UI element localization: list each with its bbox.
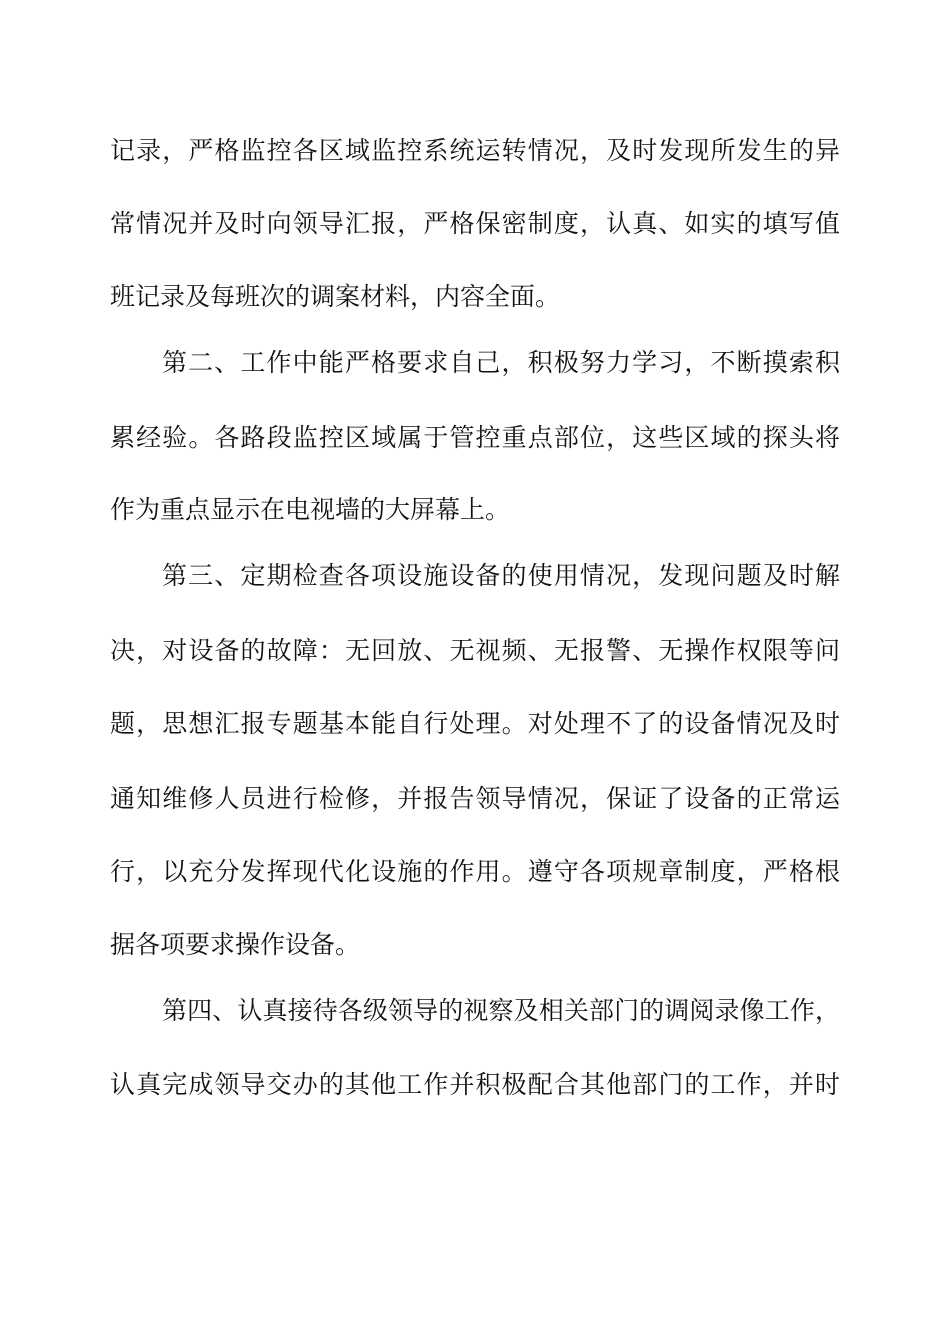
text-line: 行，以充分发挥现代化设施的作用。遵守各项规章制度，严格根 (110, 857, 840, 886)
text-line: 常情况并及时向领导汇报，严格保密制度，认真、如实的填写值 (110, 209, 840, 238)
paragraph-start-line: 第四、认真接待各级领导的视察及相关部门的调阅录像工作， (162, 996, 840, 1025)
text-line: 记录，严格监控各区域监控系统运转情况，及时发现所发生的异 (110, 136, 840, 165)
text-line: 据各项要求操作设备。 (110, 930, 361, 959)
paragraph-start-line: 第三、定期检查各项设施设备的使用情况，发现问题及时解 (162, 561, 840, 590)
text-line: 班记录及每班次的调案材料，内容全面。 (110, 282, 561, 311)
text-line: 认真完成领导交办的其他工作并积极配合其他部门的工作，并时 (110, 1070, 840, 1099)
text-line: 作为重点显示在电视墙的大屏幕上。 (110, 495, 511, 524)
text-line: 通知维修人员进行检修，并报告领导情况，保证了设备的正常运 (110, 784, 840, 813)
text-line: 题，思想汇报专题基本能自行处理。对处理不了的设备情况及时 (110, 709, 840, 738)
paragraph-start-line: 第二、工作中能严格要求自己，积极努力学习，不断摸索积 (162, 348, 840, 377)
text-line: 累经验。各路段监控区域属于管控重点部位，这些区域的探头将 (110, 423, 840, 452)
text-line: 决，对设备的故障：无回放、无视频、无报警、无操作权限等问 (110, 636, 840, 665)
